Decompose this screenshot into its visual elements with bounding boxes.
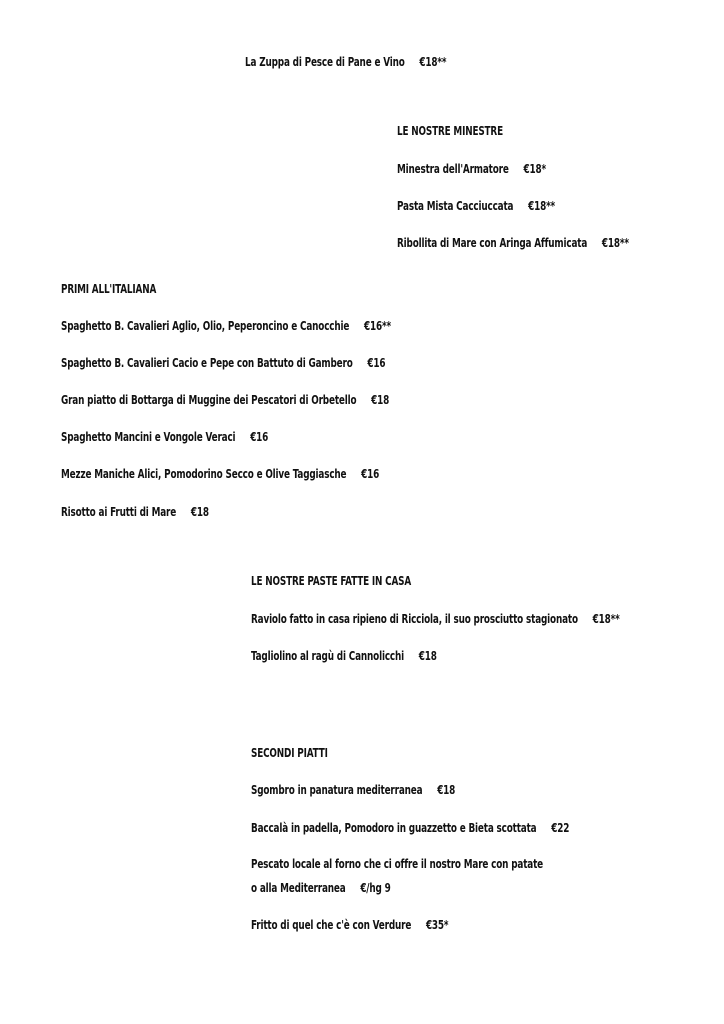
menu-item	[251, 918, 448, 932]
item-price: €18	[190, 505, 209, 519]
item-price: €16**	[364, 319, 391, 333]
item-name: Gran piatto di Bottarga di Muggine dei Pescatori di Orbetello	[61, 393, 357, 407]
menu-item	[251, 783, 455, 797]
menu-item	[397, 162, 546, 176]
menu-item	[61, 430, 268, 444]
item-name: Sgombro in panatura mediterranea	[251, 783, 423, 797]
item-price: €18	[418, 649, 437, 663]
item-name: Ribollita di Mare con Aringa Affumicata	[397, 236, 588, 250]
menu-item	[251, 612, 620, 626]
menu-item	[397, 236, 629, 250]
menu-item	[61, 505, 209, 519]
section-heading-paste: LE NOSTRE PASTE FATTE IN CASA	[251, 574, 412, 588]
item-price: €18	[371, 393, 390, 407]
item-name: Spaghetto Mancini e Vongole Veraci	[61, 430, 236, 444]
menu-item	[61, 467, 379, 481]
item-price: €16	[367, 356, 386, 370]
item-price: €18*	[523, 162, 546, 176]
item-name: Pasta Mista Cacciuccata	[397, 199, 514, 213]
item-price: €22	[551, 821, 570, 835]
section-heading-primi: PRIMI ALL'ITALIANA	[61, 282, 157, 296]
item-name: Spaghetto B. Cavalieri Aglio, Olio, Peperoncino e Canocchie	[61, 319, 350, 333]
menu-item-name-line1: Pescato locale al forno che ci offre il nostro Mare con patate	[251, 857, 544, 871]
item-name: Minestra dell'Armatore	[397, 162, 509, 176]
item-name: Raviolo fatto in casa ripieno di Ricciola, il suo prosciutto stagionato	[251, 612, 578, 626]
item-price: €18**	[528, 199, 556, 213]
menu-item	[251, 881, 391, 895]
menu-item	[61, 356, 385, 370]
item-name: Mezze Maniche Alici, Pomodorino Secco e Olive Taggiasche	[61, 467, 347, 481]
item-price: €18**	[419, 55, 447, 69]
menu-item	[61, 319, 391, 333]
menu-item	[251, 821, 569, 835]
item-price: €18	[437, 783, 456, 797]
item-price: €35*	[425, 918, 449, 932]
item-name: Baccalà in padella, Pomodoro in guazzetto e Bieta scottata	[251, 821, 537, 835]
item-name: La Zuppa di Pesce di Pane e Vino	[245, 55, 405, 69]
item-price: €16	[361, 467, 380, 481]
item-name: o alla Mediterranea	[251, 881, 346, 895]
item-name: Fritto di quel che c'è con Verdure	[251, 918, 412, 932]
item-price: €/hg 9	[360, 881, 391, 895]
menu-item	[251, 649, 437, 663]
item-name: Risotto ai Frutti di Mare	[61, 505, 177, 519]
menu-item	[61, 393, 389, 407]
item-price: €18**	[592, 612, 620, 626]
item-name: Tagliolino al ragù di Cannolicchi	[251, 649, 404, 663]
section-heading-secondi: SECONDI PIATTI	[251, 746, 328, 760]
item-price: €18**	[601, 236, 629, 250]
item-price: €16	[250, 430, 269, 444]
menu-item-zuppa	[245, 55, 446, 69]
item-name: Spaghetto B. Cavalieri Cacio e Pepe con Battuto di Gambero	[61, 356, 353, 370]
menu-item	[397, 199, 555, 213]
section-heading-minestre: LE NOSTRE MINESTRE	[397, 124, 503, 138]
